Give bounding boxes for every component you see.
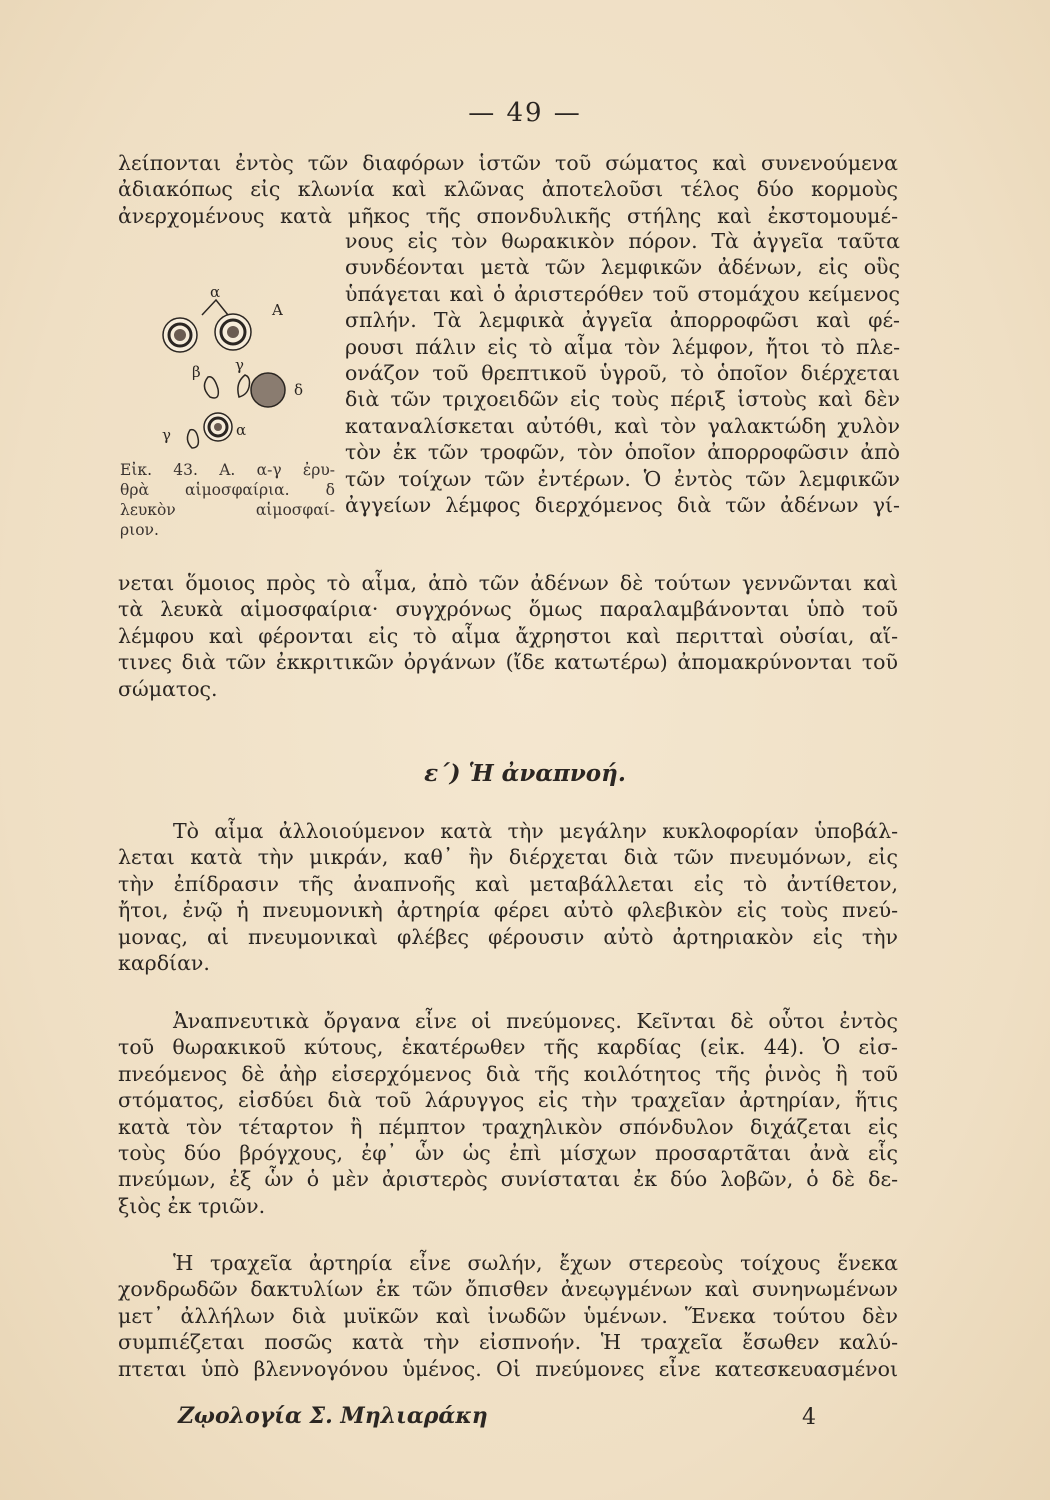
text-line: διὰ τῶν τριχοειδῶν εἰς τοὺς πέριξ ἱστοὺς καὶ δὲν bbox=[345, 387, 900, 412]
text-line: νεται ὅμοιος πρὸς τὸ αἷμα, ἀπὸ τῶν ἀδένων δὲ τούτων γεννῶνται καὶ bbox=[118, 571, 898, 595]
figure-label: Α bbox=[272, 301, 283, 319]
text-line: τὰ λευκὰ αἱμοσφαίρια· συγχρόνως ὅμως παραλαμβάνονται ὑπὸ τοῦ bbox=[118, 597, 898, 622]
text-line: μετ᾽ ἀλλήλων διὰ μυϊκῶν καὶ ἰνωδῶν ὑμένων. Ἕνεκα τούτου δὲν bbox=[118, 1303, 898, 1328]
caption-line: ριον. bbox=[120, 521, 159, 539]
mid-text-block bbox=[118, 570, 898, 702]
text-line: τινες διὰ τῶν ἐκκριτικῶν ὀργάνων (ἴδε κατωτέρω) ἀπομακρύνονται τοῦ bbox=[118, 650, 898, 675]
figure-label: β bbox=[192, 363, 201, 381]
text-line: ἀδιακόπως εἰς κλωνία καὶ κλῶνας ἀποτελοῦσι τέλος δύο κορμοὺς bbox=[118, 177, 898, 202]
text-line: τοὺς δύο βρόγχους, ἐφ᾽ ὧν ὡς ἐπὶ μίσχων προσαρτᾶται ἀνὰ εἷς bbox=[118, 1141, 898, 1166]
caption-line: Εἰκ. 43. Α. α-γ ἐρυ- bbox=[120, 461, 335, 479]
text-line: στόματος, εἰσδύει διὰ τοῦ λάρυγγος εἰς τὴν τραχεῖαν ἀρτηρίαν, ἥτις bbox=[118, 1088, 898, 1113]
text-line: ἀγγείων λέμφος διερχόμενος διὰ τῶν ἀδένων γί- bbox=[345, 493, 900, 518]
caption-line: λευκὸν αἱμοσφαί- bbox=[120, 501, 335, 519]
text-line: συνδέονται μετὰ τῶν λεμφικῶν ἀδένων, εἰς οὓς bbox=[345, 255, 900, 280]
footer-book-title: Ζῳολογία Σ. Μηλιαράκη bbox=[178, 1403, 488, 1429]
figure-label: δ bbox=[294, 381, 304, 399]
text-line: τοῦ θωρακικοῦ κύτους, ἑκατέρωθεν τῆς καρδίας (εἰκ. 44). Ὁ εἰσ- bbox=[118, 1035, 898, 1060]
figure-label: γ bbox=[162, 426, 171, 444]
section-heading: ε΄) Ἡ ἀναπνοή. bbox=[424, 760, 626, 787]
text-line: Τὸ αἷμα ἀλλοιούμενον κατὰ τὴν μεγάλην κυκλοφορίαν ὑποβάλ- bbox=[173, 819, 898, 843]
right-column-text bbox=[345, 228, 900, 518]
text-line: ξιὸς ἐκ τριῶν. bbox=[118, 1193, 266, 1218]
figure-label: γ bbox=[235, 356, 244, 374]
text-line: πνεύμων, ἐξ ὧν ὁ μὲν ἀριστερὸς συνίσταται ἐκ δύο λοβῶν, ὁ δὲ δε- bbox=[118, 1167, 898, 1192]
text-line: ρουσι πάλιν εἰς τὸ αἷμα τὸν λέμφον, ἤτοι τὸ πλε- bbox=[345, 334, 900, 359]
text-line: καταναλίσκεται αὐτόθι, καὶ τὸν γαλακτώδη χυλὸν bbox=[345, 413, 900, 438]
paragraph-organs bbox=[118, 1008, 898, 1219]
text-line: Ἀναπνευτικὰ ὄργανα εἶνε οἱ πνεύμονες. Κεῖνται δὲ οὗτοι ἐντὸς bbox=[173, 1009, 898, 1033]
figure-label: α bbox=[210, 285, 221, 301]
text-line: ὑπάγεται καὶ ὁ ἀριστερόθεν τοῦ στομάχου κείμενος bbox=[345, 281, 900, 306]
text-line: νους εἰς τὸν θωρακικὸν πόρον. Τὰ ἀγγεῖα ταῦτα bbox=[345, 229, 900, 253]
text-line: Ἡ τραχεῖα ἀρτηρία εἶνε σωλήν, ἔχων στερεοὺς τοίχους ἕνεκα bbox=[173, 1251, 898, 1275]
text-line: χονδρωδῶν δακτυλίων ἐκ τῶν ὄπισθεν ἀνεῳγμένων καὶ συνηνωμένων bbox=[118, 1277, 898, 1302]
text-line: σώματος. bbox=[118, 676, 218, 701]
text-line: πτεται ὑπὸ βλεννογόνου ὑμένος. Οἱ πνεύμονες εἶνε κατεσκευασμένοι bbox=[118, 1356, 898, 1381]
text-line: τῶν τοίχων τῶν ἐντέρων. Ὁ ἐντὸς τῶν λεμφικῶν bbox=[345, 466, 900, 491]
footer-signature-mark: 4 bbox=[802, 1405, 816, 1430]
blood-cells-figure bbox=[150, 285, 330, 460]
text-line: ἤτοι, ἐνῷ ἡ πνευμονικὴ ἀρτηρία φέρει αὐτὸ φλεβικὸν εἰς τοὺς πνεύ- bbox=[118, 898, 898, 923]
text-line: λέμφου καὶ φέρονται εἰς τὸ αἷμα ἄχρηστοι καὶ περιτταὶ οὐσίαι, αἵ- bbox=[118, 623, 898, 648]
text-line: ονάζον τοῦ θρεπτικοῦ ὑγροῦ, τὸ ὁποῖον διέρχεται bbox=[345, 361, 900, 386]
text-line: κατὰ τὸν τέταρτον ἢ πέμπτον τραχηλικὸν σπόνδυλον διχάζεται εἰς bbox=[118, 1114, 898, 1139]
paragraph-respiration bbox=[118, 818, 898, 976]
text-line: τὸν ἐκ τῶν τροφῶν, τὸν ὁποῖον ἀπορροφῶσιν ἀπὸ bbox=[345, 440, 900, 465]
text-line: συμπιέζεται ποσῶς κατὰ τὴν εἰσπνοήν. Ἡ τραχεῖα ἔσωθεν καλύ- bbox=[118, 1330, 898, 1355]
text-line: πνεόμενος δὲ ἀὴρ εἰσερχόμενος διὰ τῆς κοιλότητος τῆς ῥινὸς ἢ τοῦ bbox=[118, 1061, 898, 1086]
page-number: — 49 — bbox=[468, 98, 582, 128]
figure-caption bbox=[120, 460, 335, 540]
text-line: λεται κατὰ τὴν μικράν, καθ᾽ ἣν διέρχεται διὰ τῶν πνευμόνων, εἰς bbox=[118, 845, 898, 870]
paragraph-trachea bbox=[118, 1250, 898, 1382]
figure-label: α bbox=[236, 421, 247, 439]
text-line: μονας, αἱ πνευμονικαὶ φλέβες φέρουσιν αὐτὸ ἀρτηριακὸν εἰς τὴν bbox=[118, 924, 898, 949]
text-line: λείπονται ἐντὸς τῶν διαφόρων ἱστῶν τοῦ σώματος καὶ συνενούμενα bbox=[118, 151, 898, 175]
top-text-block bbox=[118, 150, 898, 229]
text-line: ἀνερχομένους κατὰ μῆκος τῆς σπονδυλικῆς στήλης καὶ ἐκστομουμέ- bbox=[118, 203, 898, 228]
text-line: τὴν ἐπίδρασιν τῆς ἀναπνοῆς καὶ μεταβάλλεται εἰς τὸ ἀντίθετον, bbox=[118, 871, 898, 896]
text-line: καρδίαν. bbox=[118, 951, 210, 976]
caption-line: θρὰ αἱμοσφαίρια. δ bbox=[120, 481, 335, 499]
text-line: σπλήν. Τὰ λεμφικὰ ἀγγεῖα ἀπορροφῶσι καὶ φέ- bbox=[345, 308, 900, 333]
